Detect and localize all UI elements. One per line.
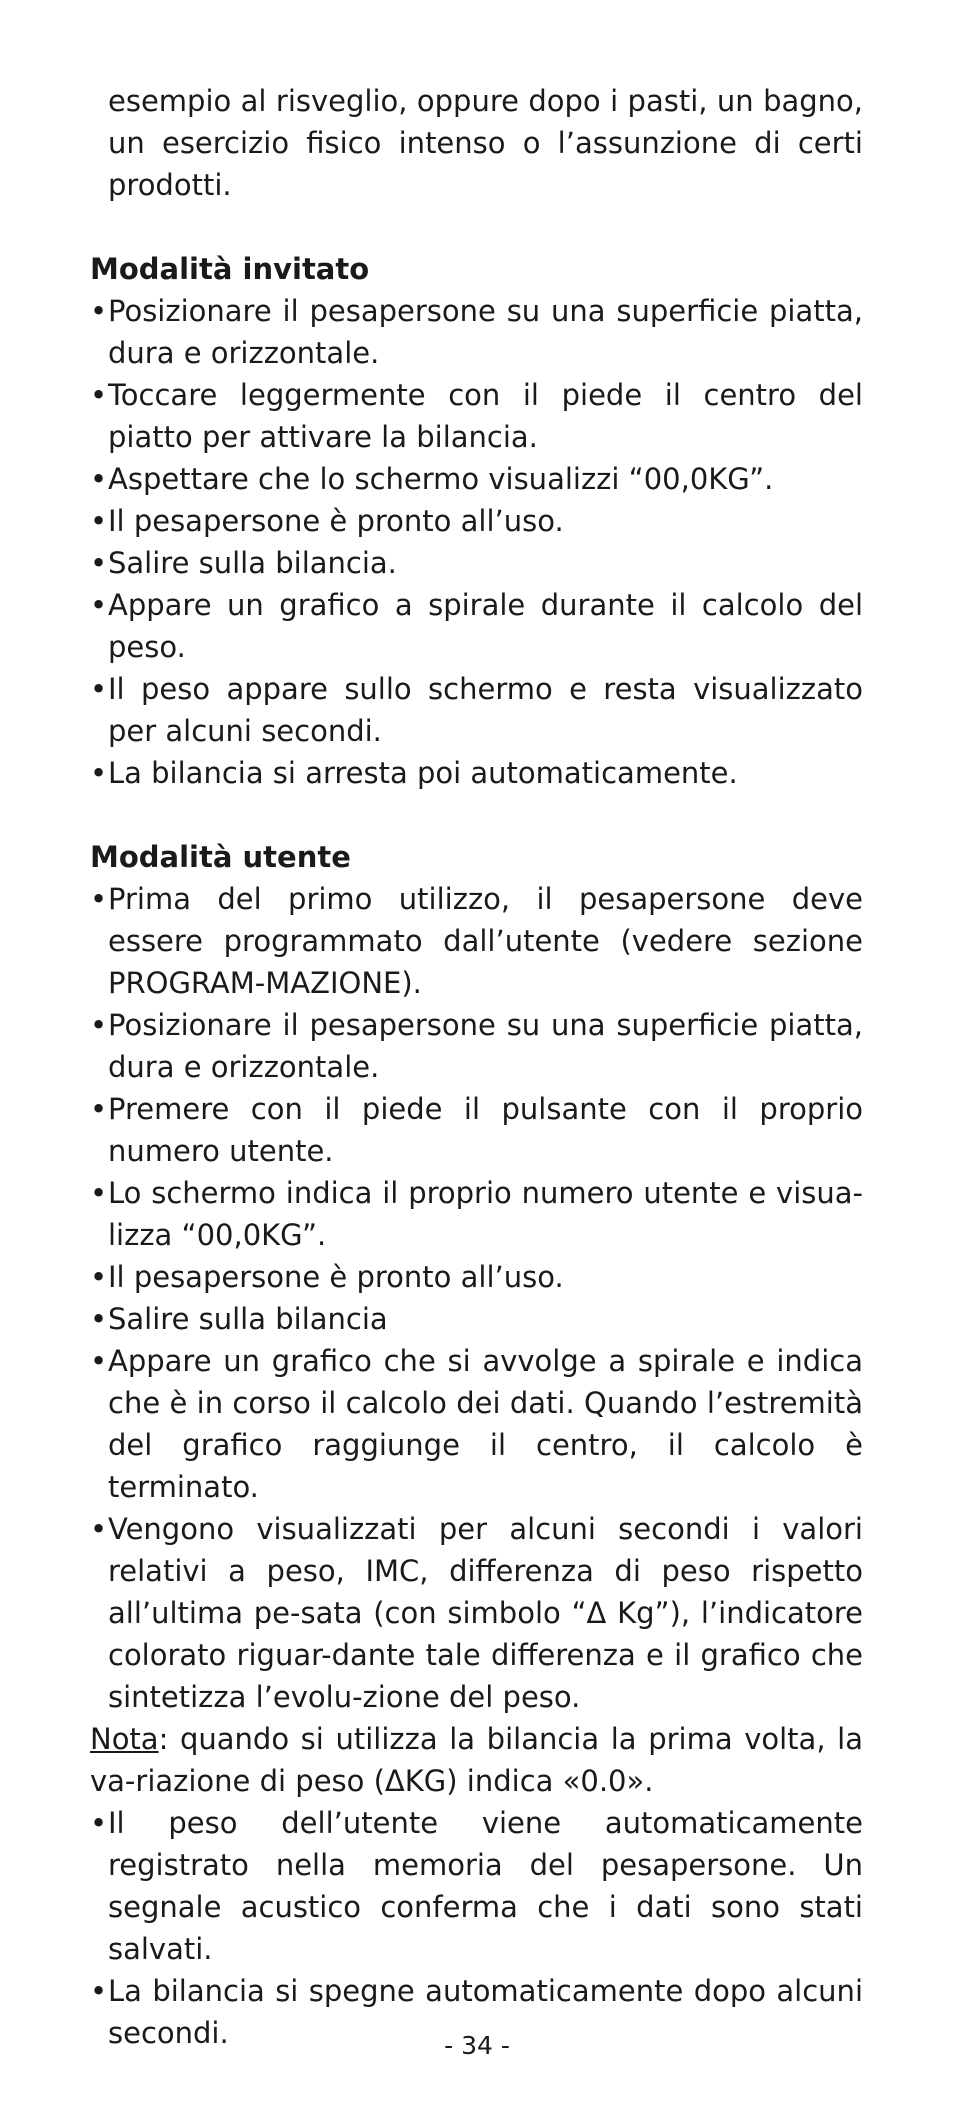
list-item: • Salire sulla bilancia. — [90, 542, 863, 584]
list-item: • Il peso appare sullo schermo e resta visualizzato per alcuni secondi. — [90, 668, 863, 752]
list-item: • Appare un grafico a spirale durante il calcolo del peso. — [90, 584, 863, 668]
note-label: Nota — [90, 1722, 159, 1756]
section-heading-user-mode: Modalità utente — [90, 840, 351, 874]
spacer — [90, 794, 863, 836]
spacer — [90, 206, 863, 248]
user-mode-list-continued — [90, 1802, 863, 2054]
list-item: • Il peso dell’utente viene automaticamente registrato nella memoria del pesapersone. Un segnale acustico conferma che i dati sono stati salvati. — [90, 1802, 863, 1970]
note-paragraph — [90, 1718, 863, 1802]
list-item: • La bilancia si arresta poi automaticamente. — [90, 752, 863, 794]
intro-paragraph: esempio al risveglio, oppure dopo i pasti, un bagno, un esercizio fisico intenso o l’assunzione di certi prodotti. — [108, 84, 863, 202]
note-text: : quando si utilizza la bilancia la prima volta, la va-riazione di peso (ΔKG) indica «0.0». — [90, 1722, 863, 1798]
list-item: • Posizionare il pesapersone su una superficie piatta, dura e orizzontale. — [90, 290, 863, 374]
list-item: • Il pesapersone è pronto all’uso. — [90, 500, 863, 542]
guest-mode-list — [90, 290, 863, 794]
list-item: • Vengono visualizzati per alcuni secondi i valori relativi a peso, IMC, differenza di peso rispetto all’ultima pe-sata (con simbolo “Δ Kg”), l’indicatore colorato riguar-dante tale differenza e il grafico che sintetizza l’evolu-zione del peso. — [90, 1508, 863, 1718]
list-item: • Posizionare il pesapersone su una superficie piatta, dura e orizzontale. — [90, 1004, 863, 1088]
list-item: • Lo schermo indica il proprio numero utente e visua-lizza “00,0KG”. — [90, 1172, 863, 1256]
page-content — [90, 80, 863, 2054]
section-heading-guest-mode: Modalità invitato — [90, 252, 370, 286]
list-item: • Toccare leggermente con il piede il centro del piatto per attivare la bilancia. — [90, 374, 863, 458]
list-item: • Il pesapersone è pronto all’uso. — [90, 1256, 863, 1298]
list-item: • Salire sulla bilancia — [90, 1298, 863, 1340]
list-item: • La bilancia si spegne automaticamente dopo alcuni secondi. — [90, 1970, 863, 2054]
list-item: • Prima del primo utilizzo, il pesapersone deve essere programmato dall’utente (vedere sezione PROGRAM-MAZIONE). — [90, 878, 863, 1004]
user-mode-list — [90, 878, 863, 1718]
list-item: • Aspettare che lo schermo visualizzi “00,0KG”. — [90, 458, 863, 500]
page-number: - 34 - — [444, 2031, 510, 2060]
list-item: • Premere con il piede il pulsante con il proprio numero utente. — [90, 1088, 863, 1172]
list-item: • Appare un grafico che si avvolge a spirale e indica che è in corso il calcolo dei dati. Quando l’estremità del grafico raggiunge il centro, il calcolo è terminato. — [90, 1340, 863, 1508]
